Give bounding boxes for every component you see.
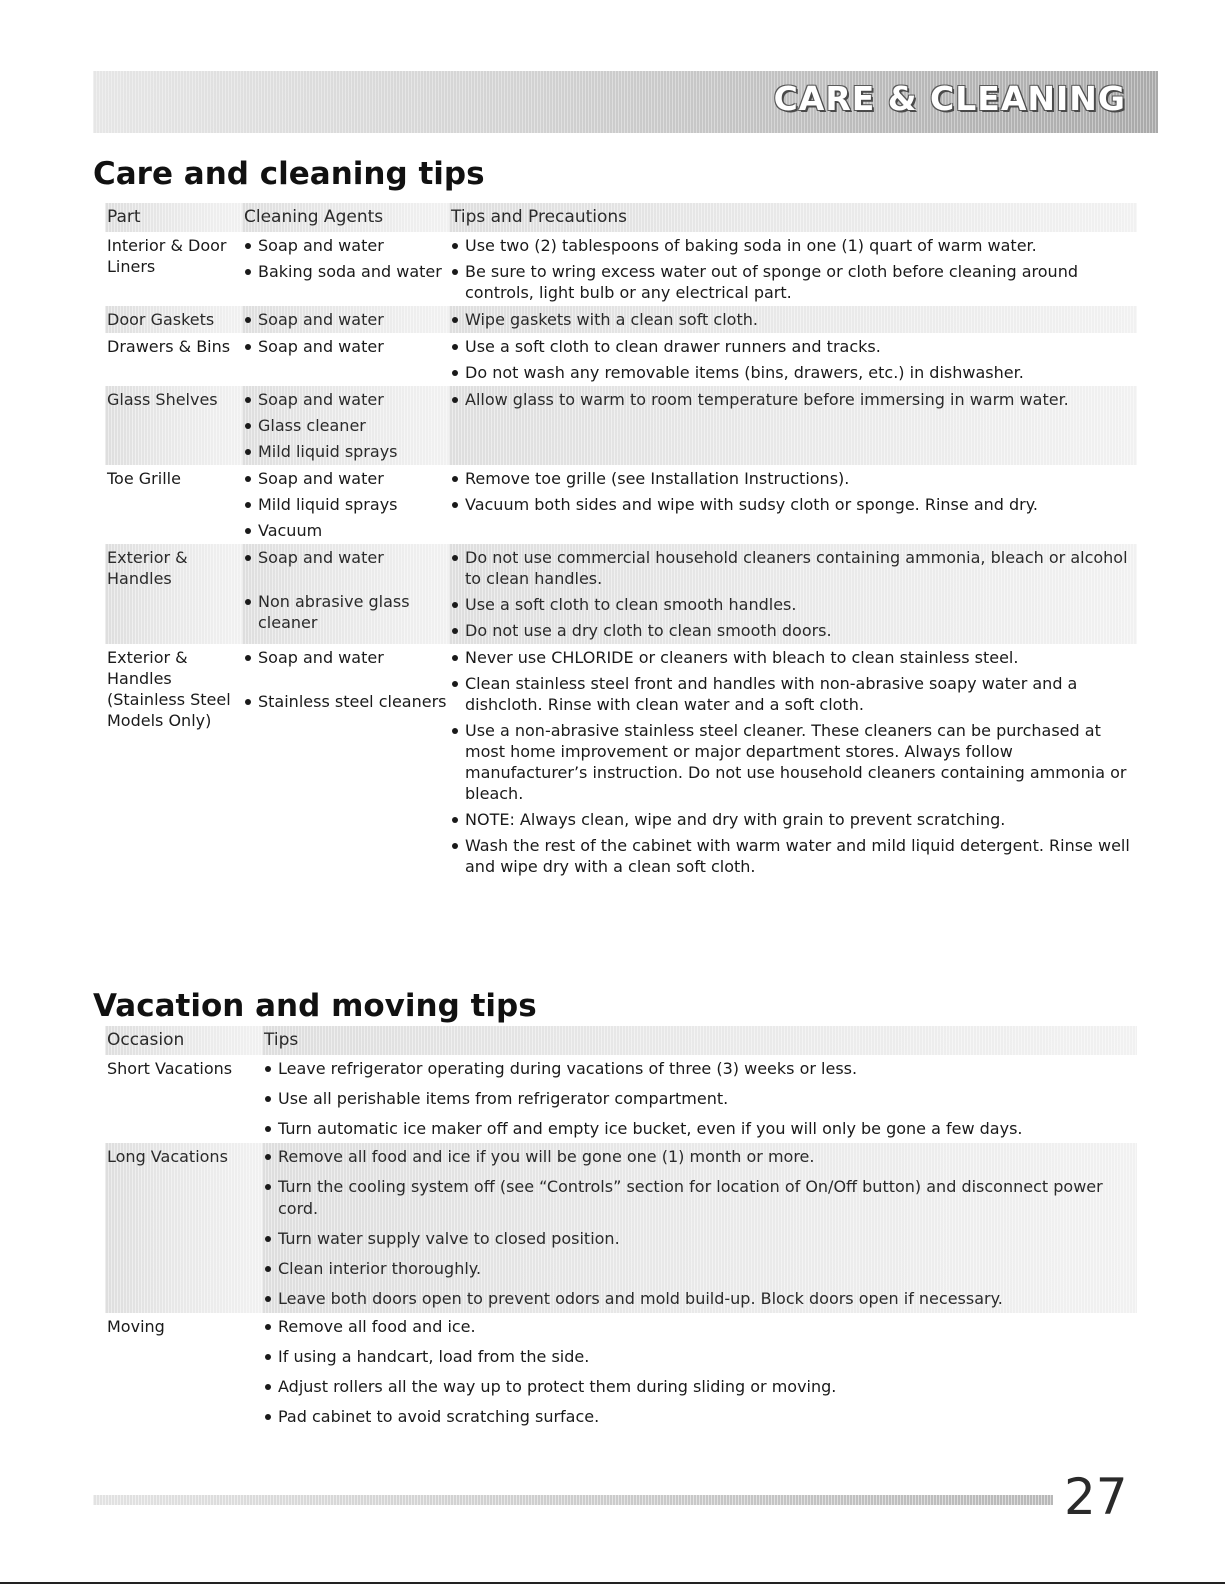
part-cell: Interior & Door Liners [107, 236, 227, 276]
list-item: Leave refrigerator operating during vacations of three (3) weeks or less. [264, 1058, 1135, 1080]
list-item: Use a soft cloth to clean smooth handles. [451, 594, 1135, 615]
part-cell: Toe Grille [107, 469, 181, 488]
list-item: Soap and water [244, 468, 447, 489]
list-item: Remove all food and ice if you will be gone one (1) month or more. [264, 1146, 1135, 1168]
list-item: Wipe gaskets with a clean soft cloth. [451, 309, 1135, 330]
agents-cell [242, 544, 449, 644]
list-item: Glass cleaner [244, 415, 447, 436]
list-item: Adjust rollers all the way up to protect them during sliding or moving. [264, 1376, 1135, 1398]
list-item: Vacuum both sides and wipe with sudsy cloth or sponge. Rinse and dry. [451, 494, 1135, 515]
list-item: Vacuum [244, 520, 447, 541]
part-cell: Glass Shelves [105, 386, 242, 465]
bottom-rule [0, 1582, 1225, 1584]
agents-cell [242, 386, 449, 465]
vacation-moving-table [105, 1026, 1137, 1431]
list-item: Turn the cooling system off (see “Controls” section for location of On/Off button) and disconnect power cord. [264, 1176, 1135, 1220]
table-row [105, 232, 1137, 306]
list-item: Do not use a dry cloth to clean smooth doors. [451, 620, 1135, 641]
list-item: If using a handcart, load from the side. [264, 1346, 1135, 1368]
list-item: Allow glass to warm to room temperature before immersing in warm water. [451, 389, 1135, 410]
tips-cell [262, 1143, 1137, 1313]
list-item: Leave both doors open to prevent odors and mold build-up. Block doors open if necessary. [264, 1288, 1135, 1310]
list-item: Pad cabinet to avoid scratching surface. [264, 1406, 1135, 1428]
header-tips: Tips and Precautions [449, 203, 1137, 232]
agents-cell [242, 465, 449, 544]
header-occasion: Occasion [105, 1026, 262, 1055]
list-item: Soap and water [244, 235, 447, 256]
table-row [105, 386, 1137, 465]
list-item: Use a soft cloth to clean drawer runners and tracks. [451, 336, 1135, 357]
list-item: Baking soda and water [244, 261, 447, 282]
section-banner [93, 71, 1158, 133]
tips-cell [262, 1055, 1137, 1143]
list-item: NOTE: Always clean, wipe and dry with grain to prevent scratching. [451, 809, 1135, 830]
table-row [105, 465, 1137, 544]
agents-cell [242, 232, 449, 306]
tips-cell [449, 544, 1137, 644]
banner-title: CARE & CLEANING [773, 79, 1126, 118]
list-item: Soap and water [244, 389, 447, 410]
table-row [105, 333, 1137, 386]
tips-cell [449, 232, 1137, 306]
part-cell: Drawers & Bins [107, 337, 231, 356]
list-item: Wash the rest of the cabinet with warm water and mild liquid detergent. Rinse well and wipe dry with a clean soft cloth. [451, 835, 1135, 877]
vacation-section-title: Vacation and moving tips [93, 988, 537, 1024]
page-number: 27 [1064, 1468, 1128, 1526]
agents-cell [242, 644, 449, 880]
table-row [105, 1055, 1137, 1143]
agents-cell [242, 306, 449, 333]
list-item: Non abrasive glass cleaner [244, 591, 447, 633]
occasion-cell: Short Vacations [107, 1059, 233, 1078]
list-item: Be sure to wring excess water out of sponge or cloth before cleaning around controls, light bulb or any electrical part. [451, 261, 1135, 303]
occasion-cell: Long Vacations [105, 1143, 262, 1313]
list-item: Soap and water [244, 336, 447, 357]
list-item: Soap and water [244, 647, 447, 668]
list-item: Use a non-abrasive stainless steel cleaner. These cleaners can be purchased at most home improvement or major department stores. Always follow manufacturer’s instruction. Do not use household cleaners containing ammonia or bleach. [451, 720, 1135, 804]
list-item: Do not wash any removable items (bins, drawers, etc.) in dishwasher. [451, 362, 1135, 383]
table-header-row [105, 203, 1137, 232]
list-item: Soap and water [244, 547, 447, 568]
care-section-title: Care and cleaning tips [93, 156, 485, 192]
occasion-cell: Moving [107, 1317, 165, 1336]
list-item: Clean interior thoroughly. [264, 1258, 1135, 1280]
list-item: Remove toe grille (see Installation Instructions). [451, 468, 1135, 489]
part-cell: Door Gaskets [105, 306, 242, 333]
list-item: Use two (2) tablespoons of baking soda in one (1) quart of warm water. [451, 235, 1135, 256]
tips-cell [449, 306, 1137, 333]
tips-cell [449, 465, 1137, 544]
list-item: Soap and water [244, 309, 447, 330]
table-row [105, 306, 1137, 333]
tips-cell [449, 386, 1137, 465]
list-item: Remove all food and ice. [264, 1316, 1135, 1338]
list-item: Mild liquid sprays [244, 441, 447, 462]
table-row [105, 1143, 1137, 1313]
list-item: Turn water supply valve to closed position. [264, 1228, 1135, 1250]
list-item: Clean stainless steel front and handles with non-abrasive soapy water and a dishcloth. Rinse with clean water and a soft cloth. [451, 673, 1135, 715]
list-item: Turn automatic ice maker off and empty ice bucket, even if you will only be gone a few days. [264, 1118, 1135, 1140]
tips-cell [262, 1313, 1137, 1431]
table-row [105, 544, 1137, 644]
list-item: Stainless steel cleaners [244, 691, 447, 712]
table-row [105, 644, 1137, 880]
agents-cell [242, 333, 449, 386]
list-item: Mild liquid sprays [244, 494, 447, 515]
list-item: Do not use commercial household cleaners containing ammonia, bleach or alcohol to clean handles. [451, 547, 1135, 589]
care-cleaning-table [105, 203, 1137, 880]
table-row [105, 1313, 1137, 1431]
part-cell: Exterior & Handles (Stainless Steel Models Only) [107, 648, 231, 730]
list-item: Never use CHLORIDE or cleaners with bleach to clean stainless steel. [451, 647, 1135, 668]
list-item: Use all perishable items from refrigerator compartment. [264, 1088, 1135, 1110]
footer-bar [93, 1495, 1053, 1505]
header-agents: Cleaning Agents [242, 203, 449, 232]
header-tips: Tips [262, 1026, 1137, 1055]
tips-cell [449, 644, 1137, 880]
table-header-row [105, 1026, 1137, 1055]
tips-cell [449, 333, 1137, 386]
part-cell: Exterior & Handles [105, 544, 242, 644]
header-part: Part [105, 203, 242, 232]
